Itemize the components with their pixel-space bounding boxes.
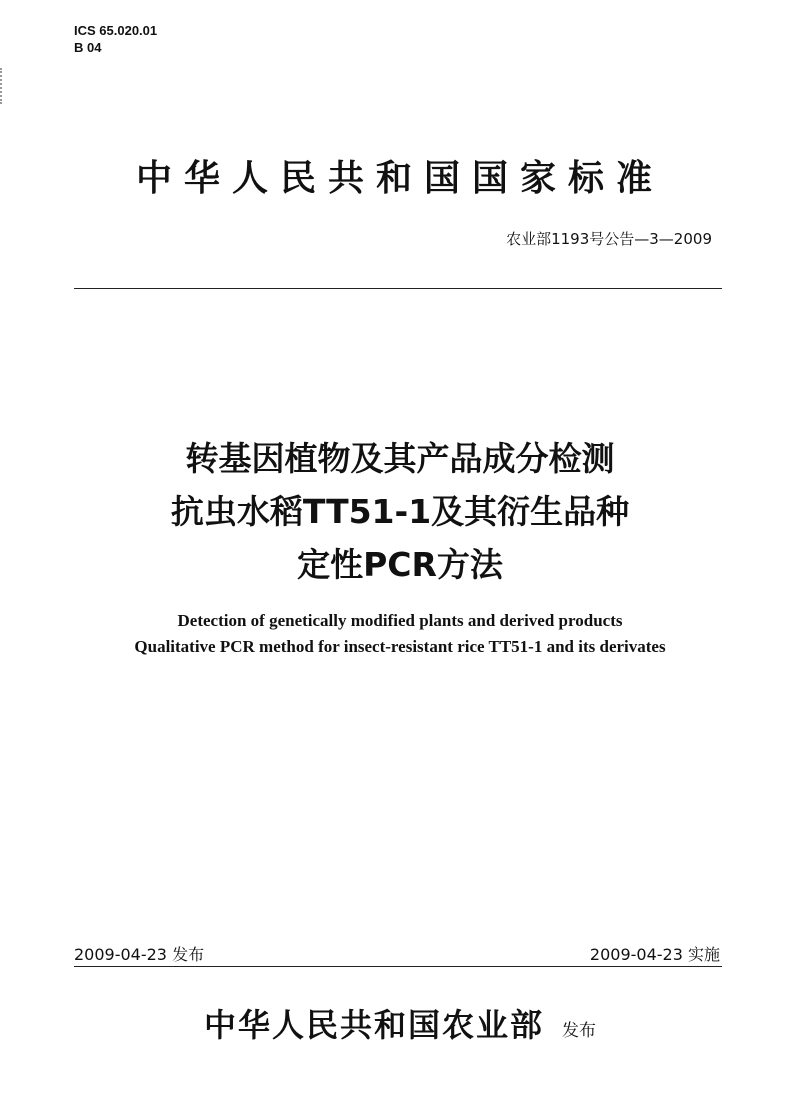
- publisher-line: [0, 1000, 800, 1046]
- classification-block: [74, 22, 157, 56]
- top-divider: [74, 288, 722, 289]
- english-title-line-2: Qualitative PCR method for insect-resistant rice TT51-1 and its derivates: [134, 637, 666, 656]
- bottom-divider: [74, 966, 722, 967]
- english-title: [0, 608, 800, 660]
- standard-number: 农业部1193号公告—3—2009: [506, 230, 712, 248]
- margin-mark: [0, 68, 5, 104]
- publisher-org: 中华人民共和国农业部: [203, 1006, 544, 1044]
- chinese-title-line-2: 抗虫水稻TT51-1及其衍生品种: [170, 492, 630, 531]
- national-standard-title: 中华人民共和国国家标准: [135, 158, 664, 199]
- chinese-title-line-3: 定性PCR方法: [297, 545, 503, 584]
- ccs-code: B 04: [74, 40, 102, 55]
- chinese-title-line-1: 转基因植物及其产品成分检测: [185, 439, 615, 478]
- chinese-title: [0, 432, 800, 591]
- publisher-action: 发布: [562, 1021, 596, 1041]
- implementation-date: 2009-04-23 实施: [589, 945, 720, 964]
- issue-date: 2009-04-23 发布: [74, 945, 205, 964]
- ics-code: ICS 65.020.01: [74, 23, 158, 38]
- english-title-line-1: Detection of genetically modified plants and derived products: [177, 611, 623, 630]
